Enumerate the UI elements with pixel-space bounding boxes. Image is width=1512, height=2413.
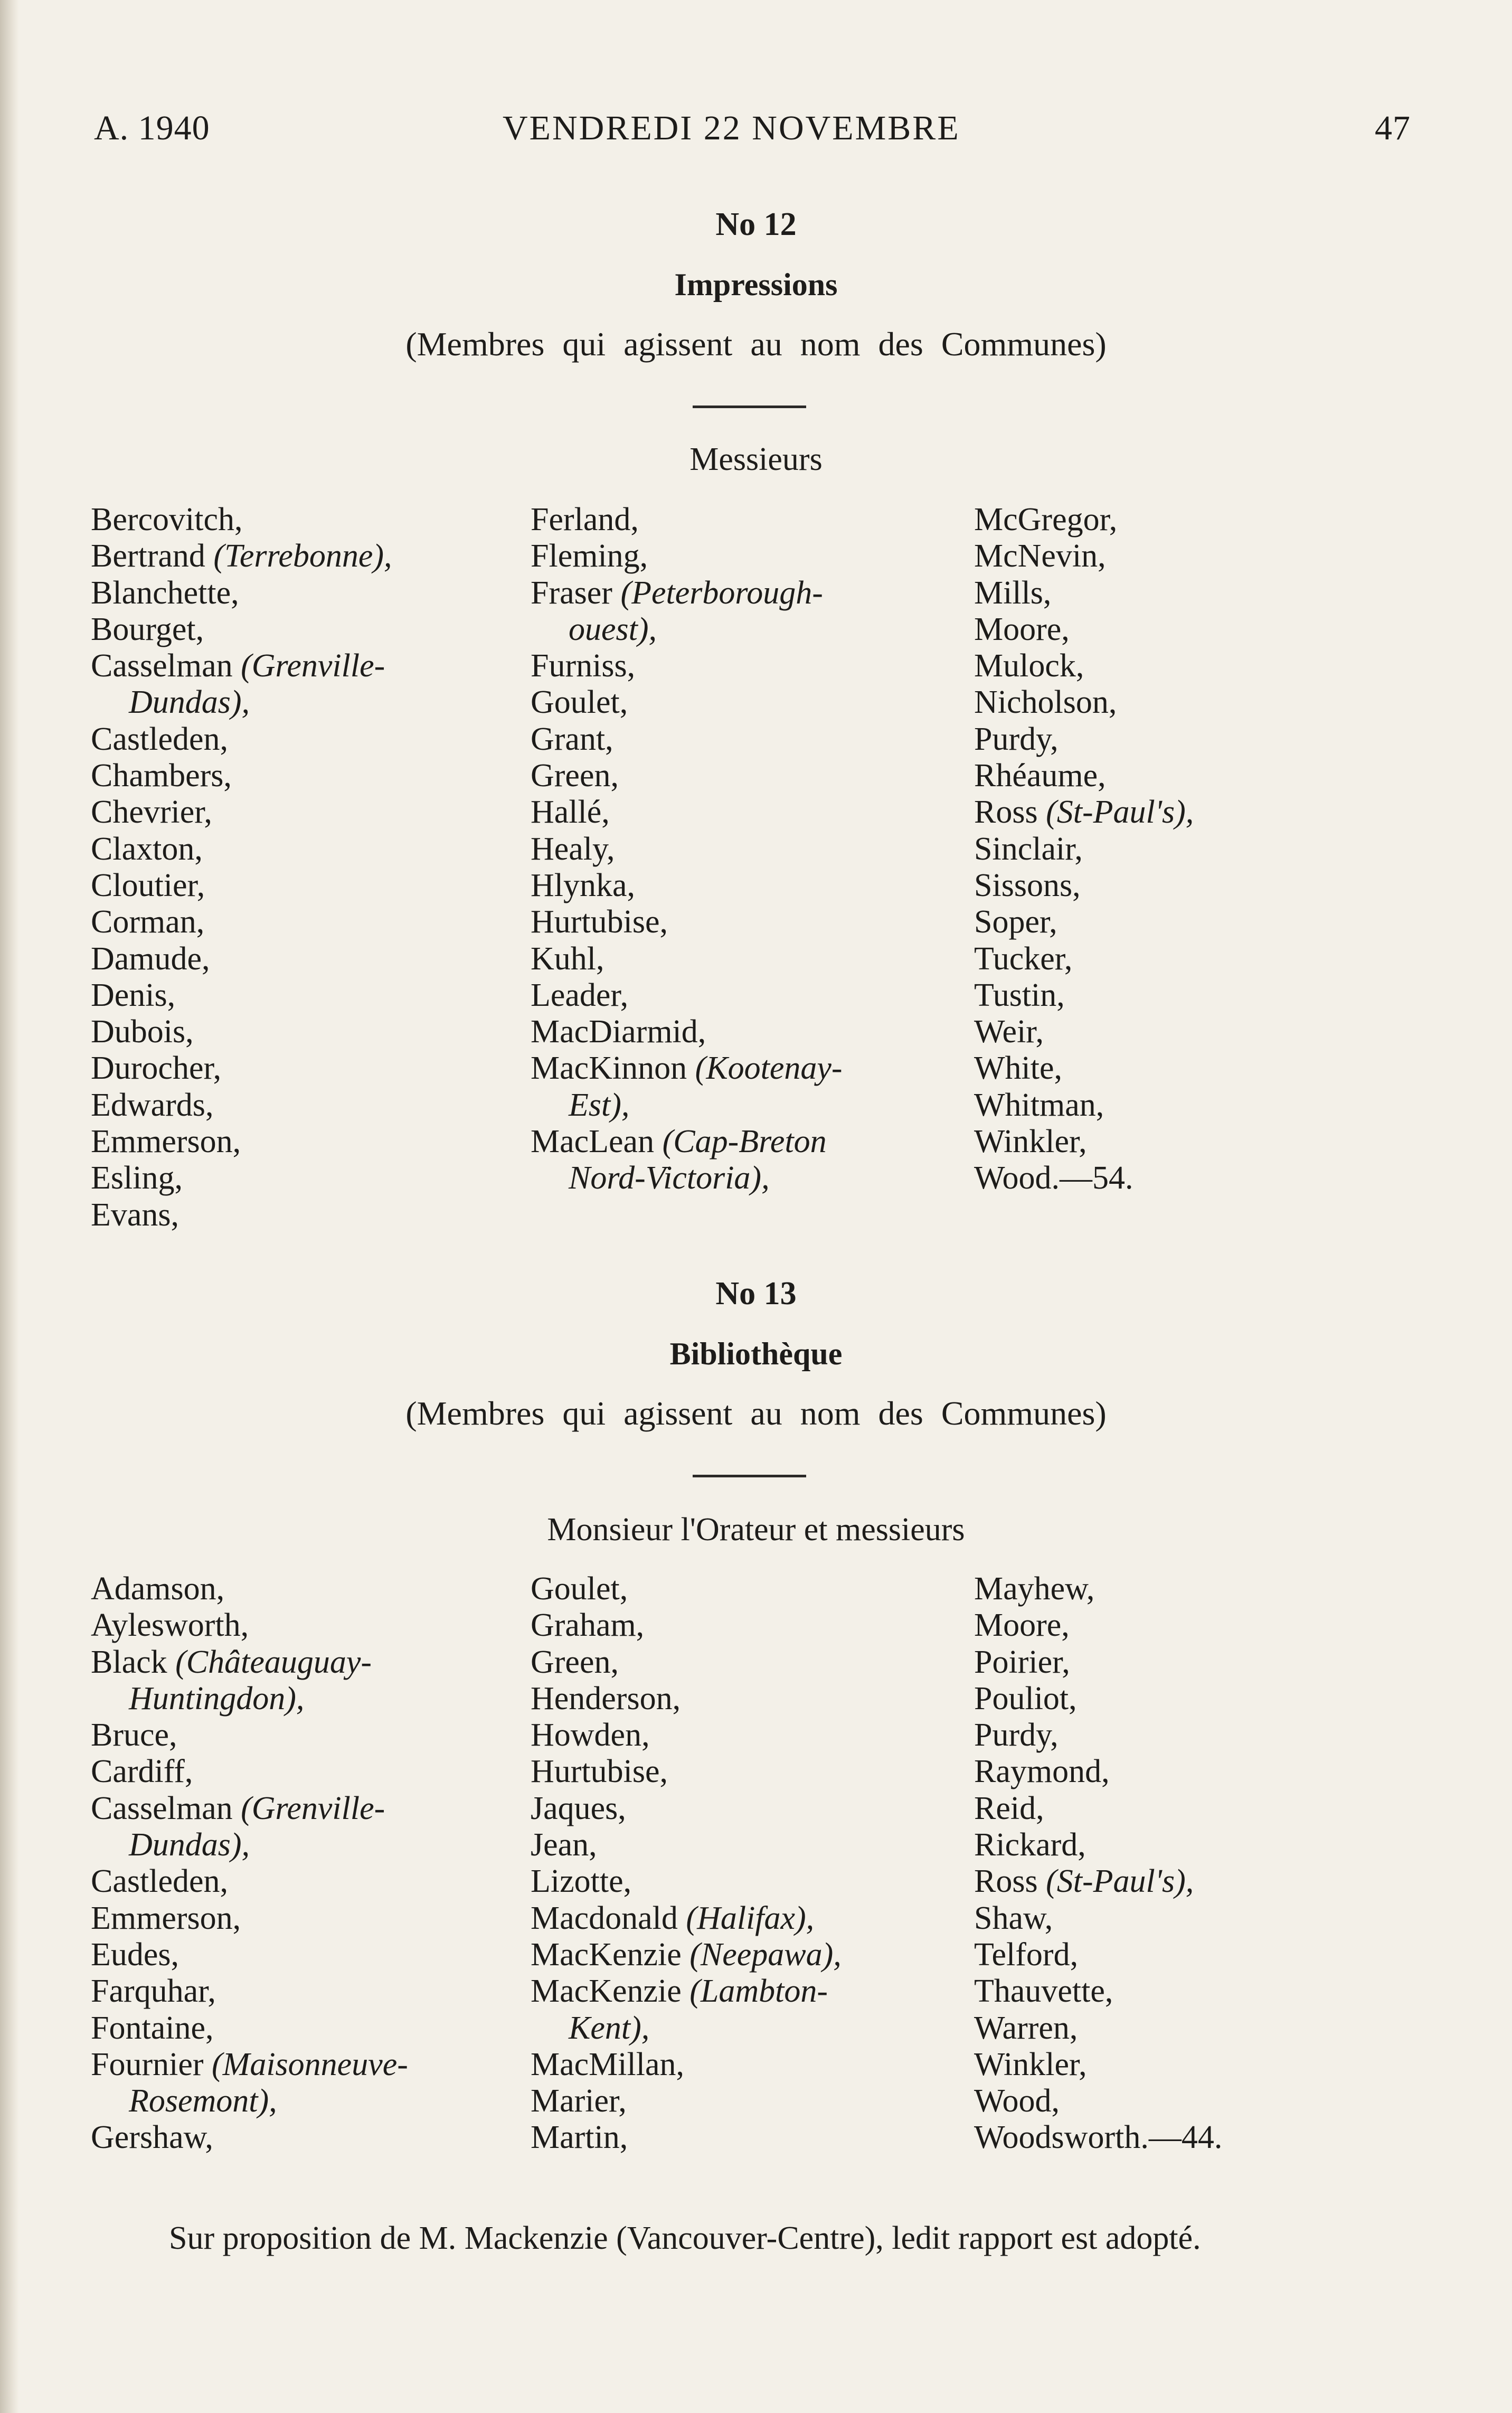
member-entry bbox=[974, 1644, 1222, 1681]
member-entry bbox=[91, 794, 392, 831]
motion-paragraph: Sur proposition de M. Mackenzie (Vancouver-Centre), ledit rapport est adopté. bbox=[169, 2220, 1201, 2256]
member-entry-continuation bbox=[531, 1160, 843, 1196]
section-13-column-3 bbox=[974, 1571, 1222, 2156]
member-entry bbox=[974, 721, 1194, 758]
member-entry bbox=[974, 1790, 1222, 1827]
member-entry-continuation bbox=[91, 1681, 408, 1717]
member-entry bbox=[91, 648, 392, 684]
member-name: Fraser bbox=[531, 574, 621, 611]
member-entry bbox=[531, 758, 843, 794]
member-name: Nicholson, bbox=[974, 684, 1117, 721]
member-entry bbox=[531, 1014, 843, 1050]
member-entry bbox=[91, 1197, 392, 1233]
member-name: Soper, bbox=[974, 904, 1057, 940]
member-entry bbox=[531, 2119, 842, 2156]
member-name: Bourget, bbox=[91, 611, 204, 647]
member-name: Warren, bbox=[974, 2010, 1078, 2046]
member-name: Bruce, bbox=[91, 1717, 177, 1754]
member-name: Rickard, bbox=[974, 1827, 1086, 1863]
section-13-intro: Monsieur l'Orateur et messieurs bbox=[547, 1512, 965, 1548]
member-name: McGregor, bbox=[974, 502, 1118, 538]
member-name: Tucker, bbox=[974, 940, 1073, 977]
member-riding: Nord-Victoria), bbox=[569, 1160, 770, 1196]
member-entry bbox=[531, 2047, 842, 2083]
member-entry bbox=[974, 1717, 1222, 1754]
member-entry bbox=[974, 2119, 1222, 2156]
member-name: Grant, bbox=[531, 721, 613, 757]
member-entry bbox=[91, 1014, 392, 1050]
member-name: Jaques, bbox=[531, 1790, 626, 1826]
member-riding: Dundas), bbox=[129, 684, 250, 721]
member-name: MacMillan, bbox=[531, 2046, 684, 2082]
section-12-subtitle: (Membres qui agissent au nom des Communes) bbox=[405, 325, 1107, 363]
member-riding: (Halifax), bbox=[686, 1900, 815, 1936]
member-entry bbox=[91, 941, 392, 977]
member-name: Purdy, bbox=[974, 1717, 1059, 1754]
section-12-column-2 bbox=[531, 502, 843, 1197]
member-entry-continuation bbox=[531, 1087, 843, 1124]
member-entry bbox=[91, 538, 392, 574]
member-riding: (St-Paul's), bbox=[1046, 794, 1194, 831]
member-name: Evans, bbox=[91, 1196, 179, 1233]
member-entry bbox=[531, 2083, 842, 2119]
member-name: Hlynka, bbox=[531, 867, 636, 903]
member-entry-continuation bbox=[91, 684, 392, 721]
member-name: Shaw, bbox=[974, 1900, 1053, 1936]
member-name: Telford, bbox=[974, 1936, 1079, 1973]
member-entry bbox=[974, 1050, 1194, 1087]
member-name: Furniss, bbox=[531, 648, 636, 684]
member-name: Cloutier, bbox=[91, 867, 205, 903]
member-name: Green, bbox=[531, 1644, 619, 1680]
member-entry bbox=[531, 1717, 842, 1754]
member-entry bbox=[531, 831, 843, 868]
section-13-number: No 13 bbox=[715, 1276, 797, 1312]
member-name: Denis, bbox=[91, 977, 176, 1013]
member-entry bbox=[974, 1160, 1194, 1196]
member-name: Healy, bbox=[531, 831, 615, 867]
member-name: Weir, bbox=[974, 1014, 1044, 1050]
member-name: Ross bbox=[974, 1863, 1046, 1900]
member-name: Esling, bbox=[91, 1160, 183, 1196]
member-entry bbox=[974, 1863, 1222, 1900]
member-name: Durocher, bbox=[91, 1050, 222, 1087]
member-entry-continuation bbox=[531, 611, 843, 648]
member-entry bbox=[531, 941, 843, 977]
member-name: Wood.—54. bbox=[974, 1160, 1133, 1196]
member-entry bbox=[531, 794, 843, 831]
member-name: Casselman bbox=[91, 648, 241, 684]
member-name: Rhéaume, bbox=[974, 758, 1106, 794]
member-name: Purdy, bbox=[974, 721, 1059, 757]
member-name: Emmerson, bbox=[91, 1124, 241, 1160]
member-entry bbox=[91, 1754, 408, 1790]
member-name: Damude, bbox=[91, 940, 210, 977]
member-entry bbox=[531, 1050, 843, 1087]
member-riding: (Grenville- bbox=[241, 648, 385, 684]
member-entry bbox=[531, 977, 843, 1014]
member-name: MacKinnon bbox=[531, 1050, 695, 1087]
member-name: Fontaine, bbox=[91, 2010, 214, 2046]
member-entry bbox=[974, 758, 1194, 794]
member-entry bbox=[91, 2047, 408, 2083]
member-entry bbox=[531, 1644, 842, 1681]
member-entry bbox=[974, 977, 1194, 1014]
member-name: Bercovitch, bbox=[91, 502, 243, 538]
member-entry bbox=[91, 1937, 408, 1973]
member-entry bbox=[974, 575, 1194, 611]
member-entry bbox=[974, 502, 1194, 538]
member-riding: Rosemont), bbox=[129, 2083, 277, 2119]
member-entry bbox=[531, 648, 843, 684]
member-entry bbox=[91, 1863, 408, 1900]
member-name: Aylesworth, bbox=[91, 1607, 249, 1644]
member-entry bbox=[531, 1754, 842, 1790]
member-name: Goulet, bbox=[531, 684, 628, 721]
member-entry-continuation bbox=[531, 2010, 842, 2047]
member-name: Fleming, bbox=[531, 538, 648, 574]
member-entry bbox=[91, 502, 392, 538]
member-riding: (Peterborough- bbox=[620, 574, 823, 611]
member-riding: (Neepawa), bbox=[689, 1936, 842, 1973]
member-entry bbox=[974, 868, 1194, 904]
member-name: Blanchette, bbox=[91, 574, 239, 611]
member-name: Winkler, bbox=[974, 1124, 1087, 1160]
member-entry bbox=[974, 684, 1194, 721]
member-name: Emmerson, bbox=[91, 1900, 241, 1936]
member-entry bbox=[91, 611, 392, 648]
section-13-subtitle: (Membres qui agissent au nom des Communes) bbox=[405, 1394, 1107, 1432]
member-entry bbox=[531, 538, 843, 574]
member-entry bbox=[91, 1571, 408, 1607]
member-name: Martin, bbox=[531, 2119, 628, 2156]
member-name: Poirier, bbox=[974, 1644, 1070, 1680]
member-riding: (Châteauguay- bbox=[175, 1644, 372, 1680]
member-entry bbox=[91, 1790, 408, 1827]
header-session-year: A. 1940 bbox=[94, 109, 210, 147]
member-name: Chambers, bbox=[91, 758, 232, 794]
member-entry bbox=[531, 1827, 842, 1863]
member-entry bbox=[91, 868, 392, 904]
member-entry bbox=[91, 831, 392, 868]
member-riding: Est), bbox=[569, 1087, 630, 1123]
member-entry bbox=[531, 1937, 842, 1973]
member-name: Claxton, bbox=[91, 831, 203, 867]
member-name: Hallé, bbox=[531, 794, 610, 831]
member-name: Moore, bbox=[974, 1607, 1070, 1644]
member-name: Woodsworth.—44. bbox=[974, 2119, 1223, 2156]
section-12-divider bbox=[693, 406, 806, 408]
member-name: Sinclair, bbox=[974, 831, 1083, 867]
section-12-column-3 bbox=[974, 502, 1194, 1197]
member-riding: (St-Paul's), bbox=[1046, 1863, 1194, 1900]
member-name: Fournier bbox=[91, 2046, 212, 2082]
member-name: Raymond, bbox=[974, 1754, 1110, 1790]
member-entry bbox=[974, 1754, 1222, 1790]
section-12-column-1 bbox=[91, 502, 392, 1233]
member-entry bbox=[974, 794, 1194, 831]
member-entry-continuation bbox=[91, 2083, 408, 2119]
member-riding: Huntingdon), bbox=[129, 1680, 305, 1717]
member-name: Castleden, bbox=[91, 1863, 228, 1900]
member-entry bbox=[91, 904, 392, 940]
member-name: Goulet, bbox=[531, 1571, 628, 1607]
member-entry bbox=[974, 941, 1194, 977]
member-name: Henderson, bbox=[531, 1680, 681, 1717]
member-name: Wood, bbox=[974, 2083, 1060, 2119]
member-riding: (Grenville- bbox=[241, 1790, 385, 1826]
member-name: Farquhar, bbox=[91, 1973, 216, 2010]
member-name: Mayhew, bbox=[974, 1571, 1095, 1607]
member-entry bbox=[91, 1900, 408, 1937]
member-name: Hurtubise, bbox=[531, 904, 668, 940]
section-13-column-1 bbox=[91, 1571, 408, 2156]
member-name: Dubois, bbox=[91, 1014, 194, 1050]
member-entry bbox=[531, 575, 843, 611]
member-entry bbox=[91, 575, 392, 611]
member-entry bbox=[531, 502, 843, 538]
member-name: Mills, bbox=[974, 574, 1052, 611]
member-entry bbox=[974, 1087, 1194, 1124]
member-name: Hurtubise, bbox=[531, 1754, 668, 1790]
member-entry bbox=[974, 538, 1194, 574]
member-riding: (Maisonneuve- bbox=[212, 2046, 408, 2082]
member-entry bbox=[974, 2010, 1222, 2047]
member-entry bbox=[91, 1087, 392, 1124]
member-entry bbox=[974, 2083, 1222, 2119]
section-12-intro: Messieurs bbox=[689, 441, 823, 477]
member-name: Macdonald bbox=[531, 1900, 686, 1936]
member-entry bbox=[91, 1644, 408, 1681]
member-entry bbox=[91, 1160, 392, 1196]
member-entry bbox=[531, 904, 843, 940]
member-entry bbox=[974, 1973, 1222, 2010]
member-riding: (Cap-Breton bbox=[662, 1124, 827, 1160]
member-name: Lizotte, bbox=[531, 1863, 632, 1900]
member-entry bbox=[974, 1937, 1222, 1973]
member-riding: (Terrebonne), bbox=[213, 538, 392, 574]
member-name: MacKenzie bbox=[531, 1936, 690, 1973]
member-entry bbox=[531, 1790, 842, 1827]
member-entry bbox=[531, 1900, 842, 1937]
member-name: Corman, bbox=[91, 904, 205, 940]
member-entry bbox=[974, 1571, 1222, 1607]
member-entry bbox=[974, 1014, 1194, 1050]
member-name: Bertrand bbox=[91, 538, 214, 574]
member-entry bbox=[91, 1973, 408, 2010]
member-riding: (Lambton- bbox=[689, 1973, 828, 2010]
member-name: Moore, bbox=[974, 611, 1070, 647]
member-entry bbox=[531, 1607, 842, 1644]
header-date: VENDREDI 22 NOVEMBRE bbox=[503, 109, 960, 147]
member-name: Sissons, bbox=[974, 867, 1081, 903]
member-riding: (Kootenay- bbox=[695, 1050, 843, 1087]
member-entry bbox=[974, 904, 1194, 940]
member-name: Thauvette, bbox=[974, 1973, 1113, 2010]
member-entry-continuation bbox=[91, 1827, 408, 1863]
header-page-number: 47 bbox=[1375, 109, 1411, 147]
member-entry bbox=[91, 1124, 392, 1160]
member-name: Chevrier, bbox=[91, 794, 212, 831]
member-name: Castleden, bbox=[91, 721, 228, 757]
member-name: Leader, bbox=[531, 977, 629, 1013]
member-entry bbox=[974, 831, 1194, 868]
member-name: MacKenzie bbox=[531, 1973, 690, 2010]
member-name: Eudes, bbox=[91, 1936, 179, 1973]
member-entry bbox=[531, 1863, 842, 1900]
member-name: Cardiff, bbox=[91, 1754, 193, 1790]
member-name: Ross bbox=[974, 794, 1046, 831]
member-name: MacDiarmid, bbox=[531, 1014, 706, 1050]
member-entry bbox=[531, 684, 843, 721]
member-name: White, bbox=[974, 1050, 1062, 1087]
member-name: Ferland, bbox=[531, 502, 639, 538]
member-riding: Dundas), bbox=[129, 1827, 250, 1863]
member-entry bbox=[974, 611, 1194, 648]
section-12-number: No 12 bbox=[715, 206, 797, 242]
section-13-title: Bibliothèque bbox=[669, 1336, 843, 1371]
member-riding: Kent), bbox=[569, 2010, 650, 2046]
member-entry bbox=[91, 1607, 408, 1644]
member-name: Graham, bbox=[531, 1607, 645, 1644]
member-entry bbox=[974, 1827, 1222, 1863]
member-entry bbox=[91, 1717, 408, 1754]
member-name: Casselman bbox=[91, 1790, 241, 1826]
member-entry bbox=[974, 1607, 1222, 1644]
member-entry bbox=[91, 2119, 408, 2156]
section-13-divider bbox=[693, 1475, 806, 1477]
member-name: Green, bbox=[531, 758, 619, 794]
member-name: Kuhl, bbox=[531, 940, 604, 977]
member-name: Adamson, bbox=[91, 1571, 225, 1607]
member-name: Reid, bbox=[974, 1790, 1044, 1826]
member-name: MacLean bbox=[531, 1124, 663, 1160]
member-entry bbox=[91, 758, 392, 794]
member-entry bbox=[91, 2010, 408, 2047]
member-entry bbox=[531, 868, 843, 904]
member-name: Edwards, bbox=[91, 1087, 214, 1123]
member-entry bbox=[91, 1050, 392, 1087]
member-name: McNevin, bbox=[974, 538, 1106, 574]
section-12-title: Impressions bbox=[674, 267, 838, 302]
member-name: Tustin, bbox=[974, 977, 1065, 1013]
member-entry bbox=[531, 1973, 842, 2010]
member-name: Marier, bbox=[531, 2083, 627, 2119]
member-name: Whitman, bbox=[974, 1087, 1104, 1123]
member-entry bbox=[531, 1681, 842, 1717]
member-riding: ouest), bbox=[569, 611, 657, 647]
member-entry bbox=[974, 1900, 1222, 1937]
member-entry bbox=[531, 1571, 842, 1607]
member-entry bbox=[974, 648, 1194, 684]
member-entry bbox=[974, 2047, 1222, 2083]
member-entry bbox=[531, 1124, 843, 1160]
section-13-column-2 bbox=[531, 1571, 842, 2156]
member-name: Jean, bbox=[531, 1827, 597, 1863]
member-name: Pouliot, bbox=[974, 1680, 1077, 1717]
member-entry bbox=[91, 977, 392, 1014]
member-name: Howden, bbox=[531, 1717, 650, 1754]
member-entry bbox=[974, 1124, 1194, 1160]
member-name: Black bbox=[91, 1644, 176, 1680]
member-name: Gershaw, bbox=[91, 2119, 213, 2156]
member-name: Mulock, bbox=[974, 648, 1084, 684]
member-name: Winkler, bbox=[974, 2046, 1087, 2082]
member-entry bbox=[91, 721, 392, 758]
member-entry bbox=[974, 1681, 1222, 1717]
member-entry bbox=[531, 721, 843, 758]
